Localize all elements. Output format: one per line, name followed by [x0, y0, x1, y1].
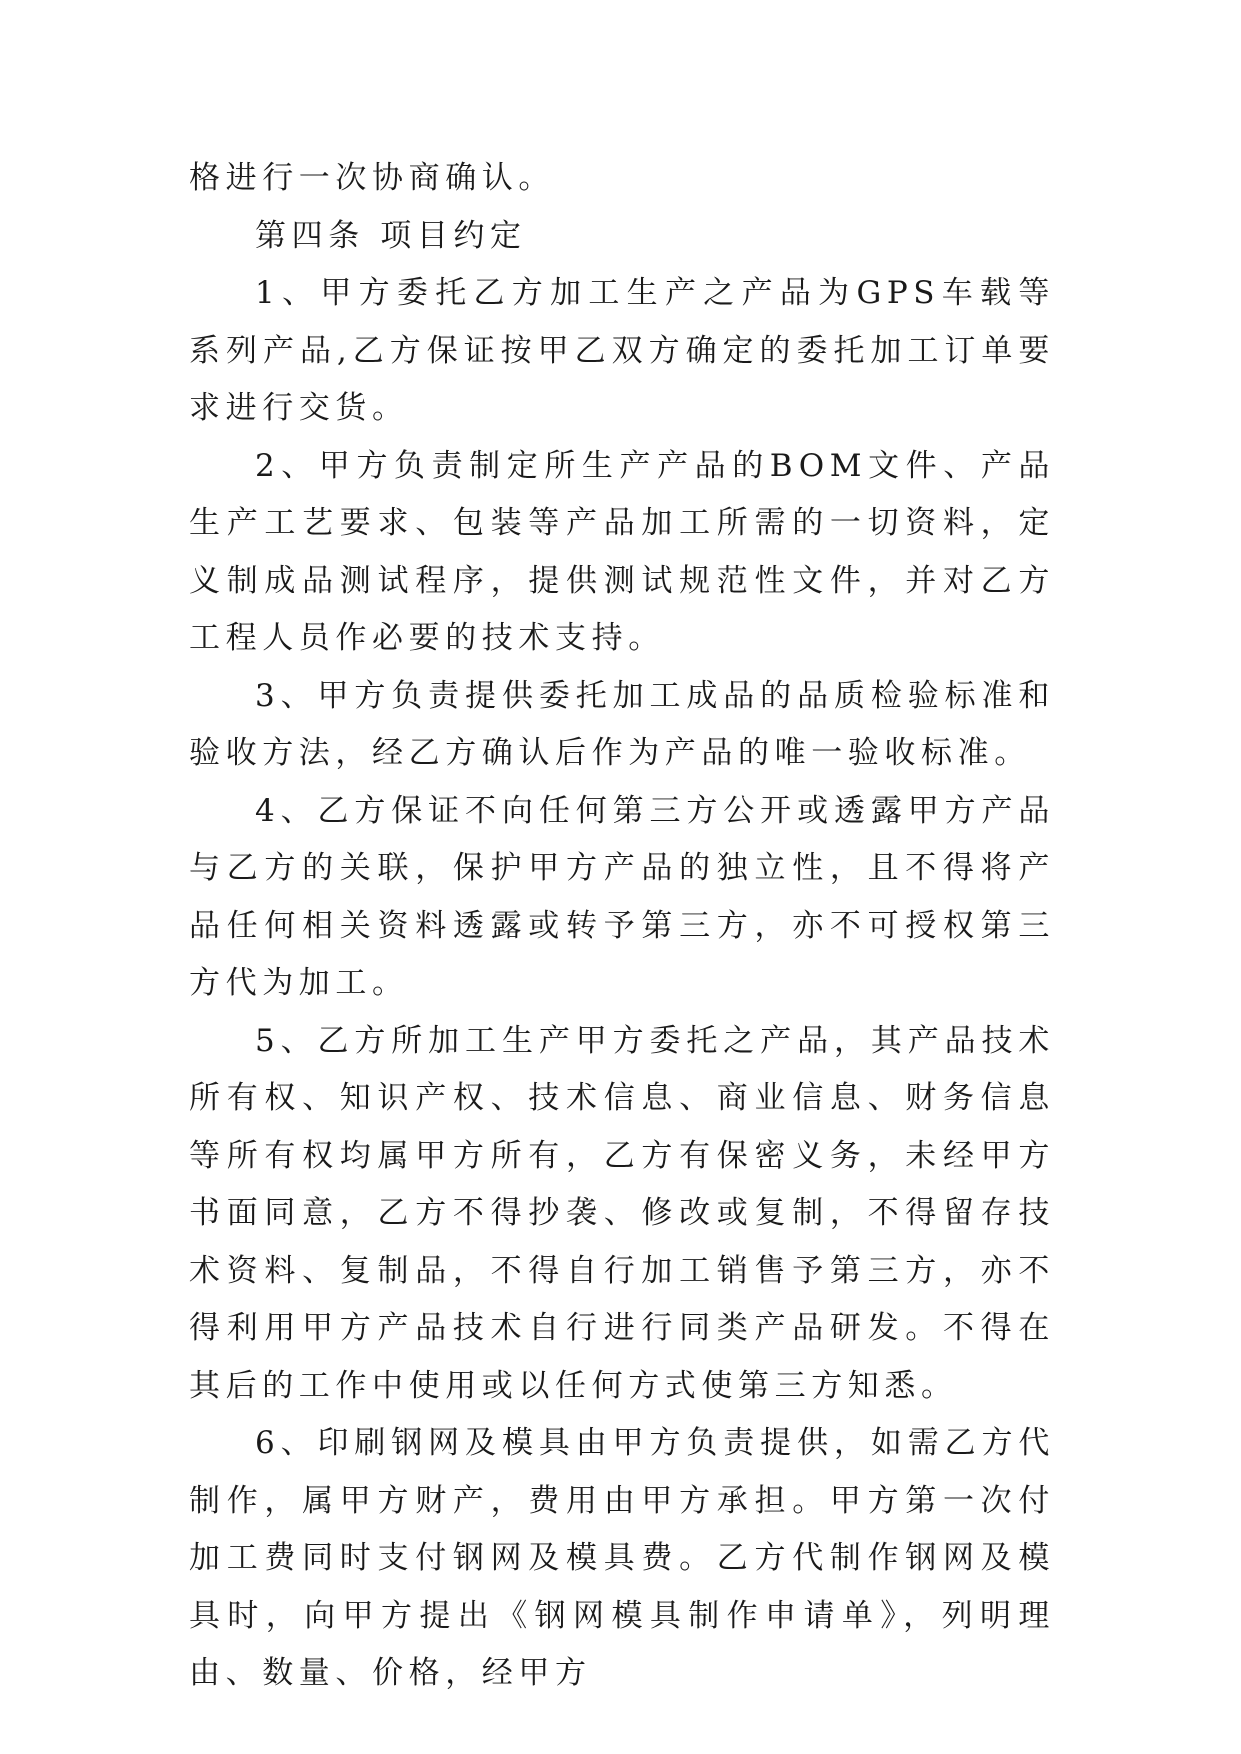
clause-4: 4、乙方保证不向任何第三方公开或透露甲方产品与乙方的关联，保护甲方产品的独立性，且不得将产品任何相关资料透露或转予第三方，亦不可授权第三方代为加工。	[189, 792, 1055, 1001]
document-body	[189, 150, 1055, 1703]
paragraph-continuation: 格进行一次协商确认。	[189, 160, 555, 196]
clause-1: 1、甲方委托乙方加工生产之产品为GPS车载等系列产品,乙方保证按甲乙双方确定的委托加工订单要求进行交货。	[189, 275, 1055, 426]
clause-6: 6、印刷钢网及模具由甲方负责提供，如需乙方代制作，属甲方财产，费用由甲方承担。甲方第一次付加工费同时支付钢网及模具费。乙方代制作钢网及模具时，向甲方提出《钢网模具制作申请单》，列明理由、数量、价格，经甲方	[189, 1425, 1055, 1691]
clause-5: 5、乙方所加工生产甲方委托之产品，其产品技术所有权、知识产权、技术信息、商业信息、财务信息等所有权均属甲方所有，乙方有保密义务，未经甲方书面同意，乙方不得抄袭、修改或复制，不得留存技术资料、复制品，不得自行加工销售予第三方，亦不得利用甲方产品技术自行进行同类产品研发。不得在其后的工作中使用或以任何方式使第三方知悉。	[189, 1022, 1055, 1404]
clause-2: 2、甲方负责制定所生产产品的BOM文件、产品生产工艺要求、包装等产品加工所需的一切资料，定义制成品测试程序，提供测试规范性文件，并对乙方工程人员作必要的技术支持。	[189, 447, 1055, 656]
clause-3: 3、甲方负责提供委托加工成品的品质检验标准和验收方法，经乙方确认后作为产品的唯一验收标准。	[189, 677, 1055, 771]
article-heading: 第四条 项目约定	[255, 217, 527, 254]
